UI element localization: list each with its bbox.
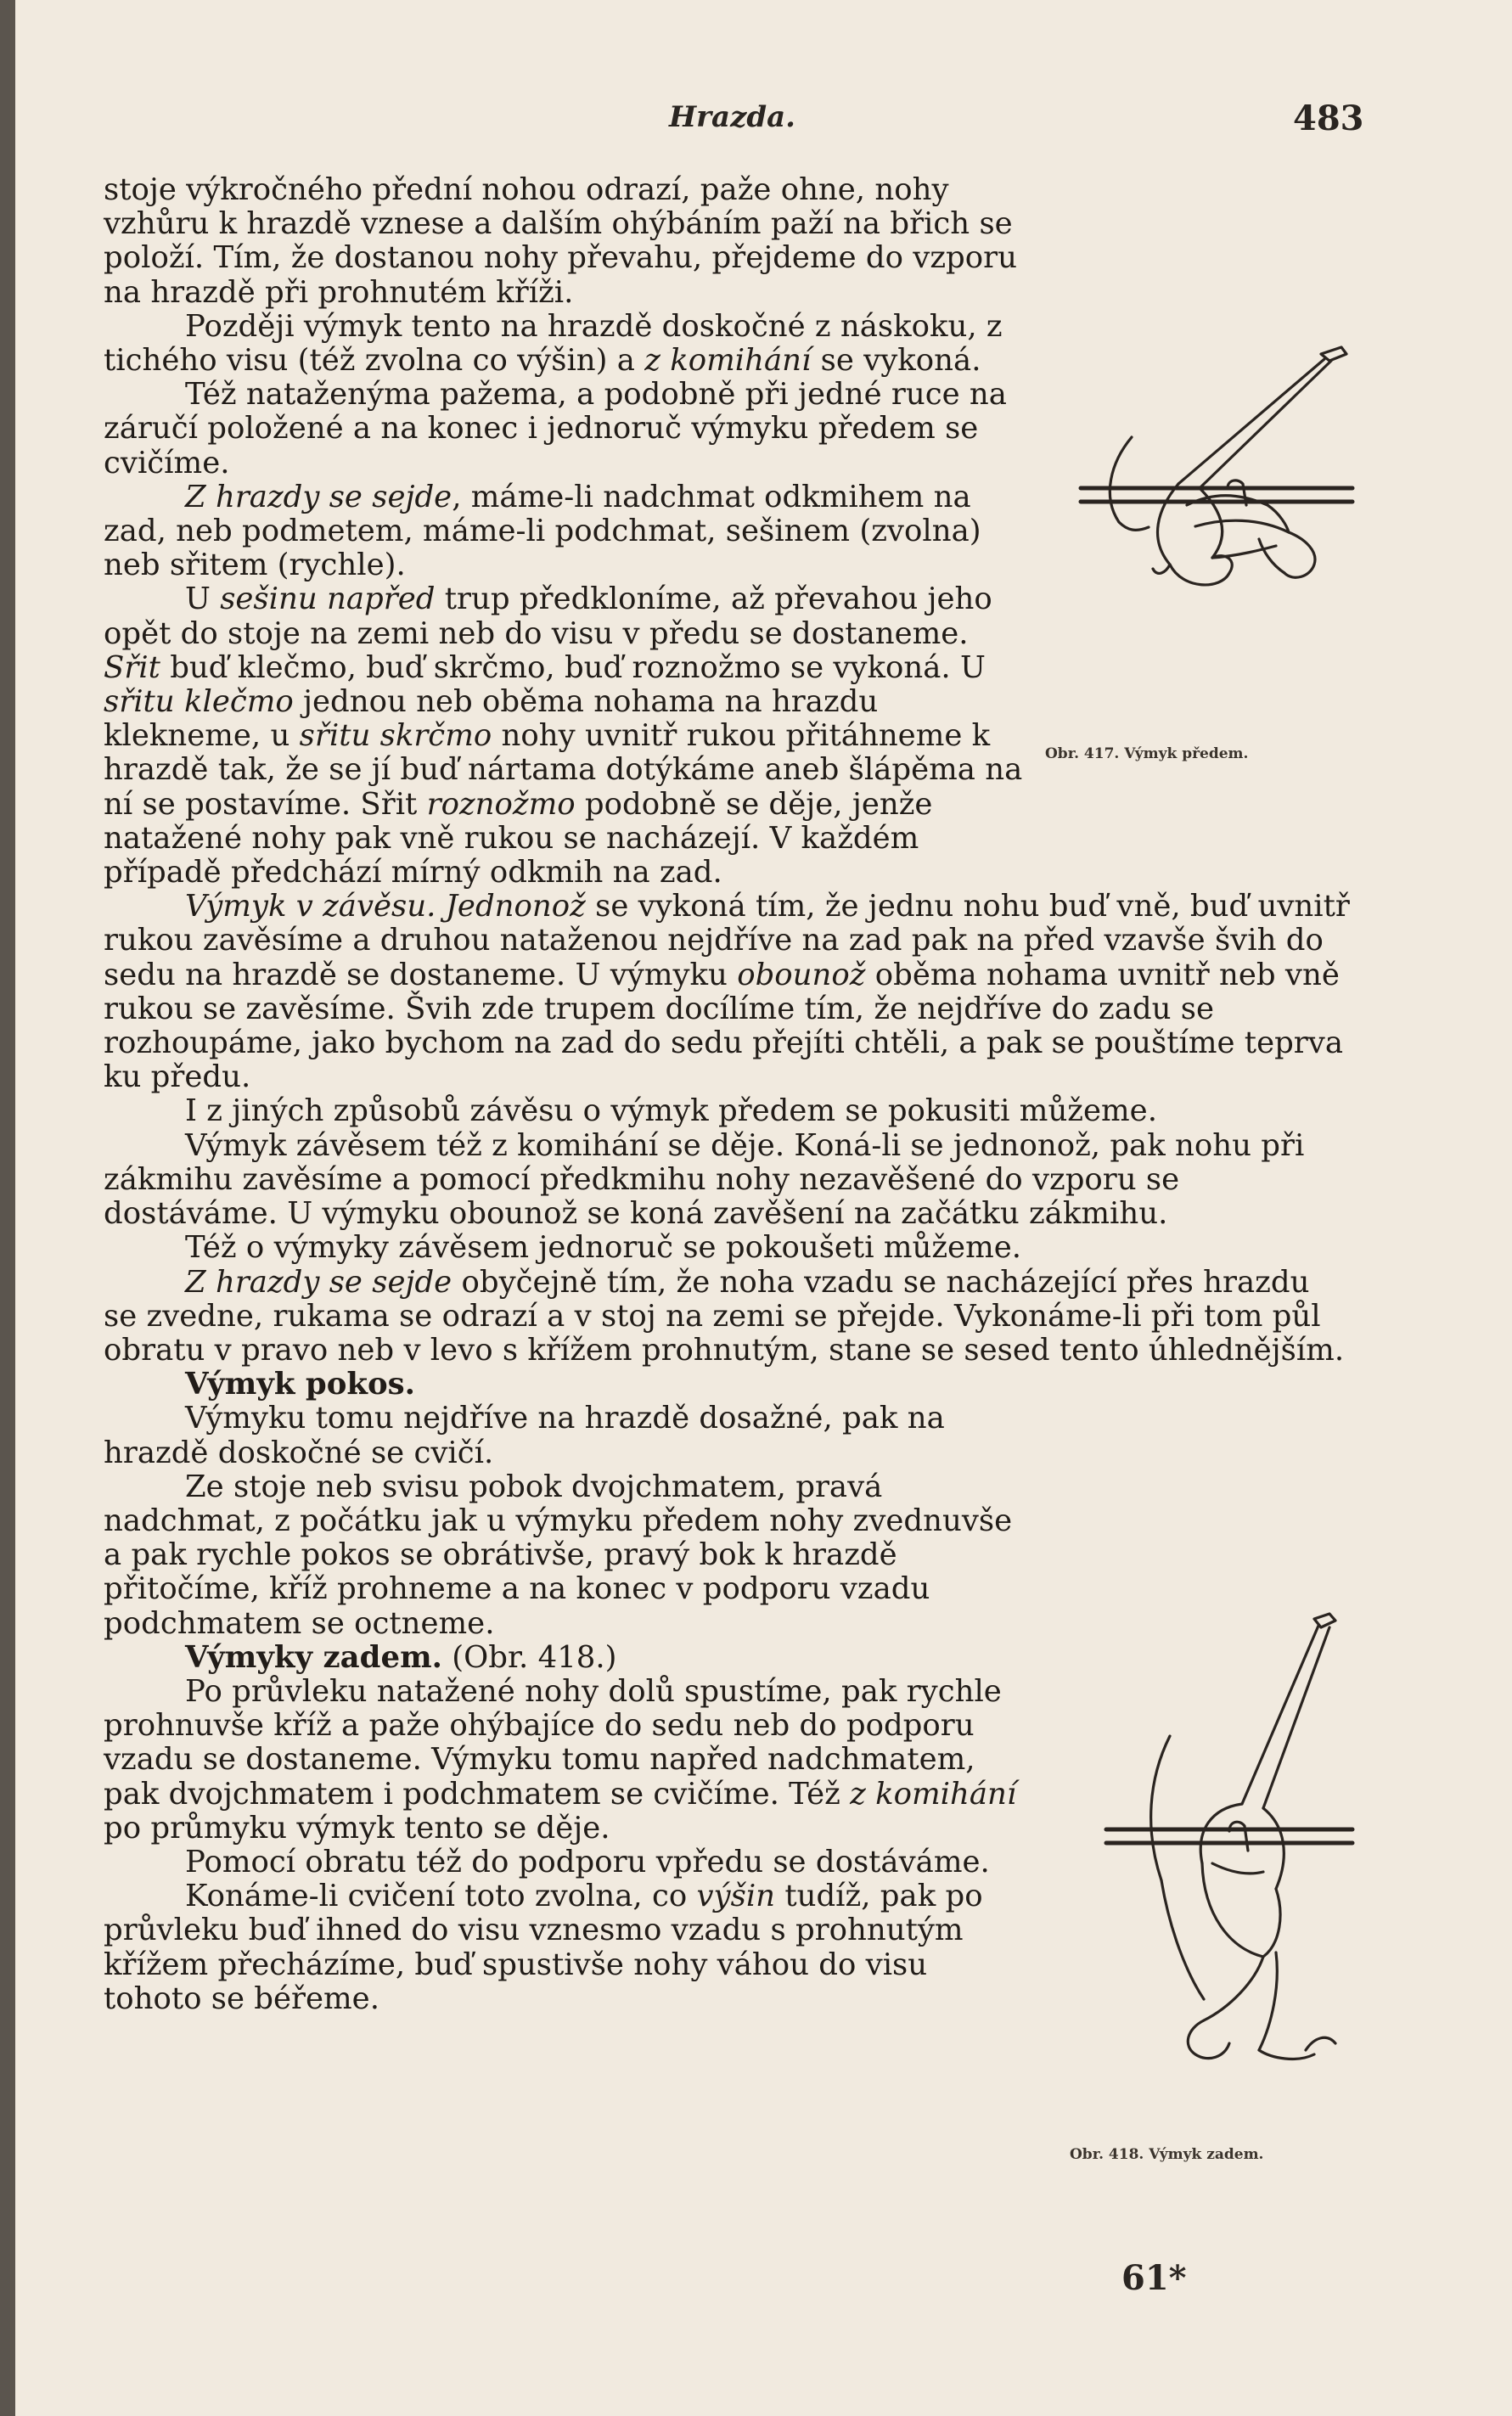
- figure-417-caption: Obr. 417. Výmyk předem.: [1045, 745, 1249, 762]
- italic-term: z komihání: [644, 343, 812, 379]
- text-run: oběma nohama uvnitř neb vně rukou se zavěsíme. Švih zde trupem docílíme tím, že nejdříve do zadu se rozhoupáme, jako bychom na zad do sedu přejíti chtěli, a pak se pouštíme teprva ku předu.: [104, 957, 1343, 1095]
- page-number: 483: [1293, 98, 1364, 138]
- body-text: [104, 173, 1352, 2016]
- text-run: podobně se děje, jenže natažené nohy pak vně rukou se nacházejí. V každém případě předchází mírný odkmih na zad.: [104, 786, 933, 891]
- italic-term: Z hrazdy se sejde: [185, 1264, 452, 1300]
- text-run: , máme-li nadchmat odkmihem na zad, neb podmetem, máme-li podchmat, sešinem (zvolna) neb sřitem (rychle).: [104, 479, 981, 583]
- text-run: se vykoná tím, že jednu nohu buď vně, buď uvnitř rukou zavěsíme a druhou nataženou nejdříve na zad pak na před vzavše švih do sedu na hrazdě se dostaneme. U výmyku: [104, 889, 1350, 992]
- paragraph: [104, 310, 1023, 378]
- paragraph: [104, 890, 1352, 1094]
- italic-term: Výmyk v závěsu.: [185, 889, 436, 924]
- italic-term: sešinu napřed: [220, 582, 436, 617]
- text-run: Pomocí obratu též do podporu vpředu se dostáváme.: [185, 1844, 990, 1879]
- paragraph: [104, 1879, 1023, 2016]
- text-run: Ze stoje neb svisu pobok dvojchmatem, pravá nadchmat, z počátku jak u výmyku předem nohy zvednuvše a pak rychle pokos se obrátivše, pravý bok k hrazdě přitočíme, kříž prohneme a na konec v podporu vzadu podchmatem se octneme.: [104, 1469, 1013, 1641]
- paragraph: [104, 1470, 1023, 1641]
- text-run: Též nataženýma pažema, a podobně při jedné ruce na záručí položené a na konec i jednoruč výmyku předem se cvičíme.: [104, 377, 1007, 480]
- italic-term: Sřit: [104, 649, 160, 685]
- italic-term: Z hrazdy se sejde: [185, 479, 452, 514]
- paragraph: [104, 378, 1023, 480]
- text-run: Výmyku tomu nejdříve na hrazdě dosažné, pak na hrazdě doskočné se cvičí.: [104, 1401, 945, 1470]
- figure-418-caption: Obr. 418. Výmyk zadem.: [1070, 2146, 1264, 2163]
- printer-signature: 61*: [1121, 2258, 1187, 2298]
- section-heading: [104, 1641, 1023, 1675]
- italic-term: Jednonož: [445, 889, 586, 924]
- paragraph: [104, 173, 1023, 310]
- paragraph: [104, 1675, 1023, 1846]
- paragraph: [104, 1231, 1352, 1265]
- text-run: jednou neb oběma nohama na hrazdu klekneme, u: [104, 684, 879, 754]
- italic-term: sřitu skrčmo: [299, 718, 492, 754]
- figure-reference: (Obr. 418.): [442, 1639, 617, 1675]
- italic-term: z komihání: [850, 1776, 1017, 1812]
- paragraph: [104, 1846, 1023, 1879]
- text-run: buď klečmo, buď skrčmo, buď roznožmo se vykoná. U: [160, 649, 986, 685]
- text-run: se vykoná.: [811, 343, 981, 379]
- italic-term: roznožmo: [426, 786, 576, 822]
- italic-term: obounož: [737, 957, 866, 992]
- text-run: [436, 889, 445, 924]
- text-run: tudíž, pak po průvleku buď ihned do visu vznesmo vzadu s prohnutým křížem přecházíme, buď spustivše nohy váhou do visu tohoto se béřeme.: [104, 1879, 983, 2016]
- italic-term: výšin: [696, 1879, 776, 1914]
- text-run: trup předkloníme, až převahou jeho opět do stoje na zemi neb do visu v předu se dostaneme.: [104, 582, 992, 651]
- text-run: nohy uvnitř rukou přitáhneme k hrazdě tak, že se jí buď nártama dotýkáme aneb šlápěma na ní se postavíme. Sřit: [104, 718, 1023, 822]
- text-run: stoje výkročného přední nohou odrazí, paže ohne, nohy vzhůru k hrazdě vznese a dalším ohýbáním paží na břich se položí. Tím, že dostanou nohy převahu, přejdeme do vzporu na hrazdě při prohnutém kříži.: [104, 172, 1017, 310]
- text-run: po průmyku výmyk tento se děje.: [104, 1810, 610, 1846]
- paragraph: [104, 582, 1023, 890]
- book-page: [15, 0, 1512, 2416]
- paragraph: [104, 1094, 1352, 1128]
- text-run: obyčejně tím, že noha vzadu se nacházející přes hrazdu se zvedne, rukama se odrazí a v stoj na zemi se přejde. Vykonáme-li při tom půl obratu v pravo neb v levo s křížem prohnutým, stane se sesed tento úhlednějším.: [104, 1264, 1345, 1368]
- heading-text: Výmyky zadem.: [185, 1639, 442, 1675]
- paragraph: [104, 1266, 1352, 1368]
- text-run: Později výmyk tento na hrazdě doskočné z náskoku, z tichého visu (též zvolna co výšin) a: [104, 308, 1003, 379]
- text-run: Po průvleku natažené nohy dolů spustíme, pak rychle prohnuvše kříž a paže ohýbajíce do sedu neb do podporu vzadu se dostaneme. Výmyku tomu napřed nadchmatem, pak dvojchmatem i podchmatem se cvičíme. Též: [104, 1673, 1002, 1812]
- section-heading: Výmyk pokos.: [185, 1367, 415, 1402]
- paragraph: [104, 480, 1023, 583]
- text-run: Výmyk závěsem též z komihání se děje. Koná-li se jednonož, pak nohu při zákmihu zavěsíme a pomocí předkmihu nohy nezavěšené do vzporu se dostáváme. U výmyku obounož se koná zavěšení na začátku zákmihu.: [104, 1127, 1305, 1232]
- running-header-title: Hrazda.: [669, 100, 796, 134]
- text-run: Konáme-li cvičení toto zvolna, co: [185, 1879, 697, 1914]
- paragraph: [104, 1129, 1352, 1232]
- italic-term: sřitu klečmo: [104, 684, 294, 720]
- text-run: U: [185, 582, 221, 617]
- text-run: I z jiných způsobů závěsu o výmyk předem se pokusiti můžeme.: [185, 1093, 1157, 1129]
- paragraph: [104, 1402, 1023, 1469]
- text-run: Též o výmyky závěsem jednoruč se pokoušeti můžeme.: [185, 1230, 1022, 1266]
